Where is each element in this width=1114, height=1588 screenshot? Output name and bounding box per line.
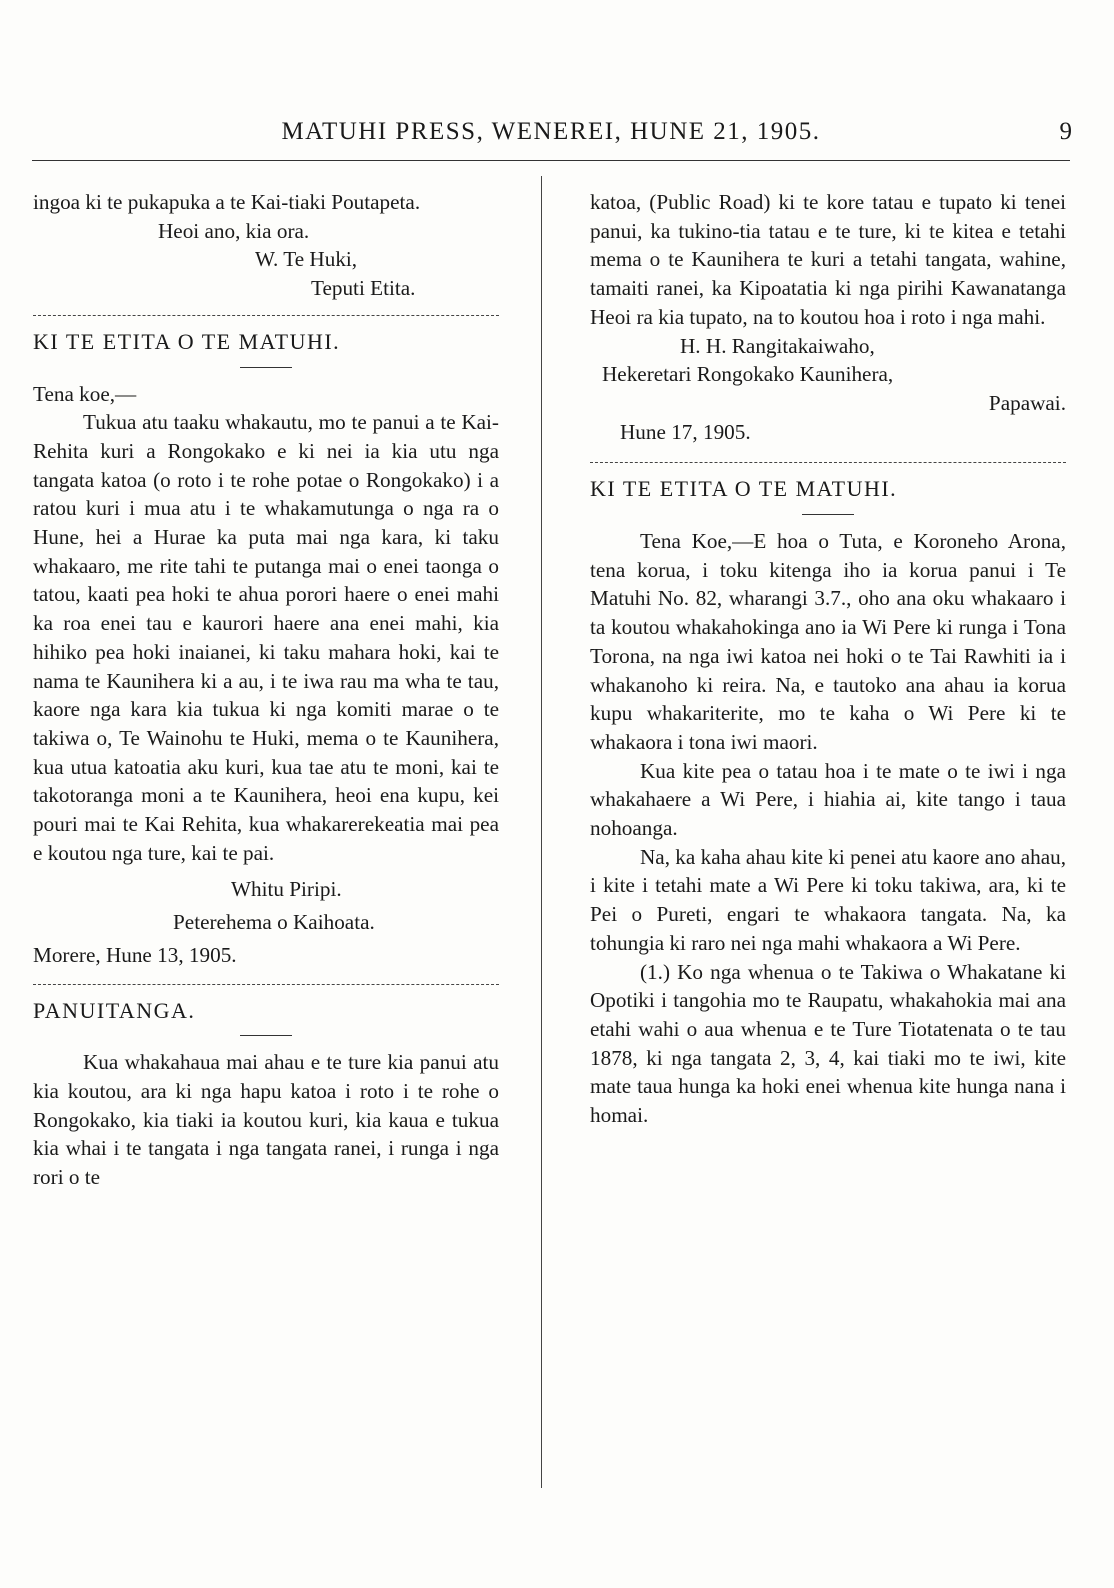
closing-line: Heoi ano, kia ora. xyxy=(158,218,310,243)
notice-signature-place: Papawai. xyxy=(988,390,1066,415)
notice-date: Hune 17, 1905. xyxy=(620,419,751,444)
signature-title: Teputi Etita. xyxy=(311,276,416,301)
right-column xyxy=(590,188,1066,1130)
letter-signature-name: Whitu Piripi. xyxy=(231,877,342,902)
letter-heading: KI TE ETITA O TE MATUHI. xyxy=(33,328,341,354)
notice-signature-title: Hekeretari Rongokako Kaunihera, xyxy=(602,362,894,387)
notice-continued: katoa, (Public Road) ki te kore tatau e tupato ki tenei panui, ka tukino-tia tatau e te ture, ki te kitea e tetahi mema o te Kaunihera te kuri a tetahi tangata, wahine, tamaiti ranei, ka Kipoatatia ki nga pirihi Kawanatanga Heoi ra kia tupato, na to koutou hoa i roto i nga mahi. xyxy=(590,190,1066,329)
letter-body: Tukua atu taaku whakautu, mo te panui a te Kai-Rehita kuri a Rongokako e ki nei ia kia utu nga tangata katoa (o roto i te rohe potae o Rongokako) i a ratou kuri i mua atu i te whakamutunga o nga ra o Hune, hei a Hurae ka puta mai nga kara, ki taku whakaaro, me rite tahi te putanga mai o enei taonga o tatou, kaati pea hoki te ahua porori haere o enei mahi ka roa enei tau e kaurori haere ana enei mahi, kia hihiko pea hoki inaianei, ki taku mahara hoki, kai te nama te Kaunihera ki a au, i te iwa rau ma wha te tau, kaore nga kara kia tukua ki nga komiti marae o te takiwa o, Te Wainohu te Huki, mema o te Kaunihera, kua utua katoatia aku kuri, kua tae atu te moni, kai te takotoranga moni a te Kaunihera, heoi ena kupu, kei pouri mai te Kai Rehita, kua whakarerekeatia mai pea e koutou nga ture, kai te pai. xyxy=(33,410,499,865)
notice-heading: PANUITANGA. xyxy=(33,997,196,1023)
letter-signature-title: Peterehema o Kaihoata. xyxy=(173,910,375,935)
letter-dateline: Morere, Hune 13, 1905. xyxy=(33,942,237,967)
heading-rule xyxy=(240,367,292,368)
column-divider xyxy=(541,176,542,1488)
letter-heading: KI TE ETITA O TE MATUHI. xyxy=(590,476,898,502)
section-divider xyxy=(590,462,1066,463)
newspaper-masthead: MATUHI PRESS, WENEREI, HUNE 21, 1905. xyxy=(281,118,821,145)
letter-paragraph: Kua kite pea o tatau hoa i te mate o te iwi i nga whakahaere a Wi Pere, i hiahia ai, kite tango i taua nohoanga. xyxy=(590,758,1066,841)
letter-paragraph: Na, ka kaha ahau kite ki penei atu kaore ano ahau, i kite i tetahi mate a Wi Pere ki toku takiwa, ara, ki te Pei o Pureti, engari te whakaora tangata. Na, ka tohungia ki raro nei nga mahi whakaora a Wi Pere. xyxy=(590,844,1066,955)
section-divider xyxy=(33,315,499,316)
page-number: 9 xyxy=(1059,118,1072,145)
section-divider xyxy=(33,984,499,985)
page-header xyxy=(30,118,1072,158)
header-rule xyxy=(32,160,1070,161)
left-column xyxy=(33,188,499,1192)
letter-paragraph: Tena Koe,—E hoa o Tuta, e Koroneho Arona, tena korua, i toku kitenga iho ia korua panui i Te Matuhi No. 82, wharangi 3.7., oho ana oku whakaaro i ta koutou whakahokinga ano ia Wi Pere ki runga i Tona Torona, na nga iwi katoa nei hoki o te Tai Rawhiti ia i whakanoho ki reira. Na, e tautoko ana ahau ia korua kupu whakariterite, mo te kaha o Wi Pere ki te whakaora i tona iwi maori. xyxy=(590,529,1066,754)
heading-rule xyxy=(240,1035,292,1036)
continued-text: ingoa ki te pukapuka a te Kai-tiaki Poutapeta. xyxy=(33,190,421,214)
heading-rule xyxy=(802,514,854,515)
notice-body: Kua whakahaua mai ahau e te ture kia panui atu kia koutou, ara ki nga hapu katoa i roto i te rohe o Rongokako, kia tiaki ia koutou kuri, kia kaua e tukua kia whai i te tangata i nga tangata ranei, i runga i nga rori o te xyxy=(33,1050,499,1190)
notice-signature-name: H. H. Rangitakaiwaho, xyxy=(680,333,875,358)
letter-greeting: Tena koe,— xyxy=(33,381,137,406)
letter-paragraph: (1.) Ko nga whenua o te Takiwa o Whakatane ki Opotiki i tangohia mo te Raupatu, whakahokia mai ana etahi wahi o aua whenua e te Ture Tiotatenata o te tau 1878, ki nga tangata 2, 3, 4, kai tiaki mo te iwi, kite mate taua hunga ka hoki enei whenua kite hunga nana i homai. xyxy=(590,959,1066,1128)
signature-name: W. Te Huki, xyxy=(255,247,358,272)
